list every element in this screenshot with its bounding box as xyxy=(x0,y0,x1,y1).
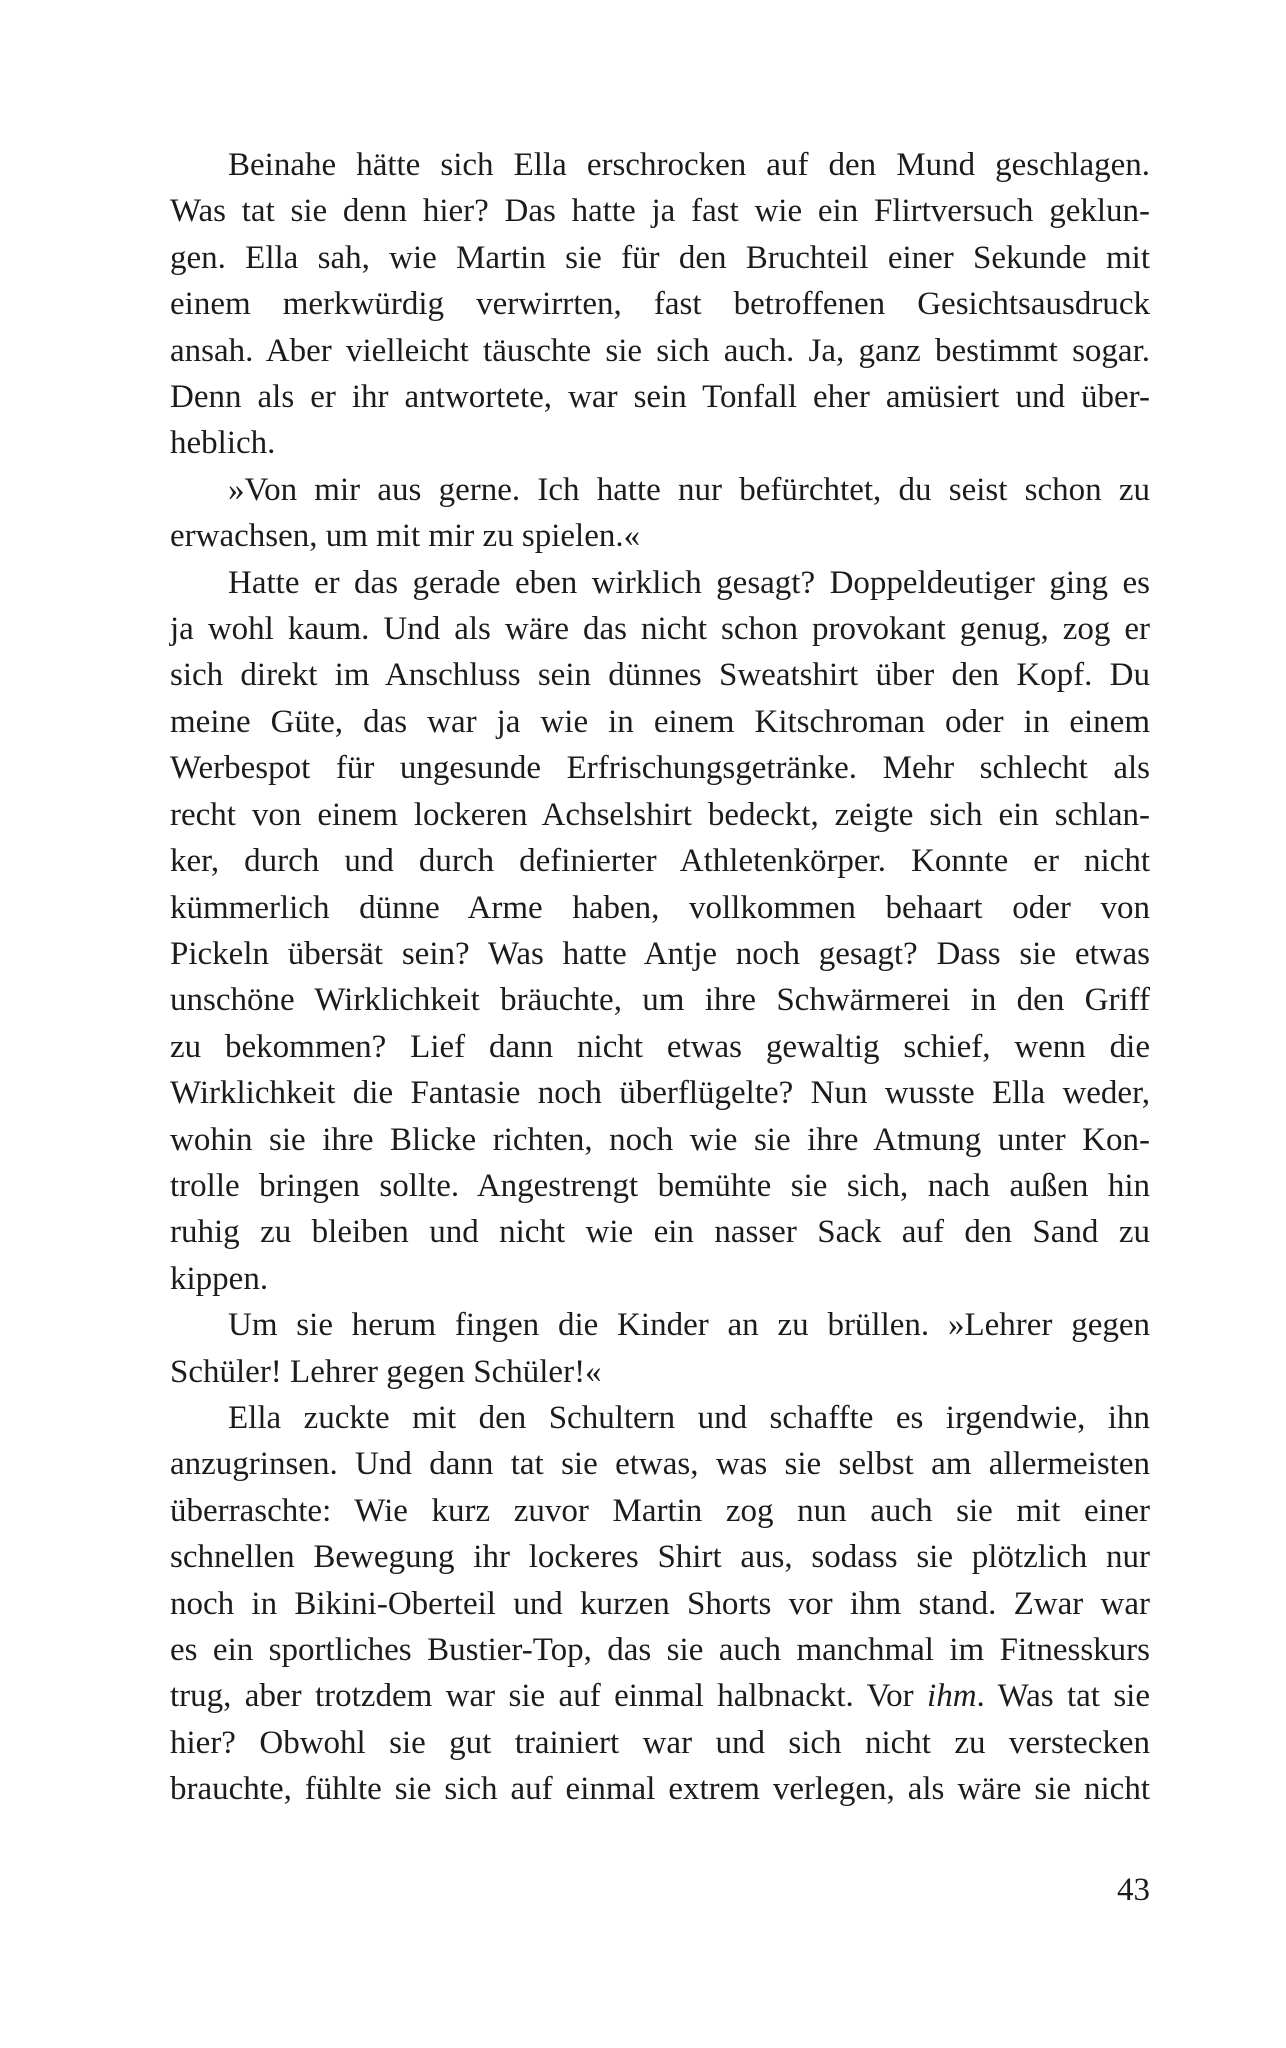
text-line: meine Güte, das war ja wie in einem Kitschroman oder in einem xyxy=(170,703,1150,740)
text-line: erwachsen, um mit mir zu spielen.« xyxy=(170,518,641,555)
text-line: heblich. xyxy=(170,425,276,462)
text-line: hier? Obwohl sie gut trainiert war und sich nicht zu verstecken xyxy=(170,1724,1150,1761)
paragraph-3 xyxy=(170,560,1150,1303)
text-line: ja wohl kaum. Und als wäre das nicht schon provokant genug, zog er xyxy=(170,611,1150,648)
book-page-text xyxy=(170,142,1150,1813)
text-line-with-emphasis xyxy=(170,1673,1150,1719)
text-line: unschöne Wirklichkeit bräuchte, um ihre Schwärmerei in den Griff xyxy=(170,982,1150,1019)
text-line: zu bekommen? Lief dann nicht etwas gewaltig schief, wenn die xyxy=(170,1028,1150,1065)
paragraph-2 xyxy=(170,467,1150,560)
text-line: Hatte er das gerade eben wirklich gesagt? Doppeldeutiger ging es xyxy=(228,564,1150,601)
paragraph-5 xyxy=(170,1395,1150,1813)
text-line: es ein sportliches Bustier-Top, das sie auch manchmal im Fitnesskurs xyxy=(170,1632,1150,1668)
text-line: sich direkt im Anschluss sein dünnes Sweatshirt über den Kopf. Du xyxy=(170,657,1150,694)
text-line: ruhig zu bleiben und nicht wie ein nasser Sack auf den Sand zu xyxy=(170,1214,1150,1251)
text-line: recht von einem lockeren Achselshirt bedeckt, zeigte sich ein schlan- xyxy=(170,796,1150,833)
text-segment: trug, aber trotzdem war sie auf einmal halbnackt. Vor xyxy=(170,1678,928,1715)
paragraph-1 xyxy=(170,142,1150,467)
text-line: überraschte: Wie kurz zuvor Martin zog nun auch sie mit einer xyxy=(170,1492,1150,1529)
text-line: brauchte, fühlte sie sich auf einmal extrem verlegen, als wäre sie nicht xyxy=(170,1771,1150,1808)
text-line: Um sie herum fingen die Kinder an zu brüllen. »Lehrer gegen xyxy=(228,1307,1150,1344)
text-line: ker, durch und durch definierter Athletenkörper. Konnte er nicht xyxy=(170,843,1150,880)
text-line: kippen. xyxy=(170,1260,269,1297)
text-line: noch in Bikini-Oberteil und kurzen Shorts vor ihm stand. Zwar war xyxy=(170,1585,1150,1622)
text-line: Schüler! Lehrer gegen Schüler!« xyxy=(170,1353,602,1390)
text-line: Werbespot für ungesunde Erfrischungsgetränke. Mehr schlecht als xyxy=(170,750,1150,787)
emphasized-word: ihm xyxy=(927,1678,977,1715)
text-line: einem merkwürdig verwirrten, fast betroffenen Gesichtsausdruck xyxy=(170,286,1150,323)
text-line: kümmerlich dünne Arme haben, vollkommen behaart oder von xyxy=(170,889,1150,926)
text-line: »Von mir aus gerne. Ich hatte nur befürchtet, du seist schon zu xyxy=(228,471,1150,508)
text-line: gen. Ella sah, wie Martin sie für den Bruchteil einer Sekunde mit xyxy=(170,239,1150,276)
text-line: ansah. Aber vielleicht täuschte sie sich auch. Ja, ganz bestimmt sogar. xyxy=(170,332,1150,369)
text-line: Ella zuckte mit den Schultern und schaffte es irgendwie, ihn xyxy=(228,1399,1150,1436)
page-number: 43 xyxy=(1117,1872,1150,1908)
text-line: schnellen Bewegung ihr lockeres Shirt aus, sodass sie plötzlich nur xyxy=(170,1539,1150,1576)
text-line: Was tat sie denn hier? Das hatte ja fast wie ein Flirtversuch geklun- xyxy=(170,193,1150,230)
text-segment: . Was tat sie xyxy=(976,1678,1150,1715)
text-line: Denn als er ihr antwortete, war sein Tonfall eher amüsiert und über- xyxy=(170,379,1150,416)
text-line: Wirklichkeit die Fantasie noch überflügelte? Nun wusste Ella weder, xyxy=(170,1075,1150,1112)
text-line: Beinahe hätte sich Ella erschrocken auf den Mund geschlagen. xyxy=(228,147,1150,183)
text-line: Pickeln übersät sein? Was hatte Antje noch gesagt? Dass sie etwas xyxy=(170,935,1150,972)
text-line: wohin sie ihre Blicke richten, noch wie sie ihre Atmung unter Kon- xyxy=(170,1121,1150,1158)
paragraph-4 xyxy=(170,1302,1150,1395)
text-line: trolle bringen sollte. Angestrengt bemühte sie sich, nach außen hin xyxy=(170,1167,1150,1204)
text-line: anzugrinsen. Und dann tat sie etwas, was sie selbst am allermeisten xyxy=(170,1446,1150,1483)
